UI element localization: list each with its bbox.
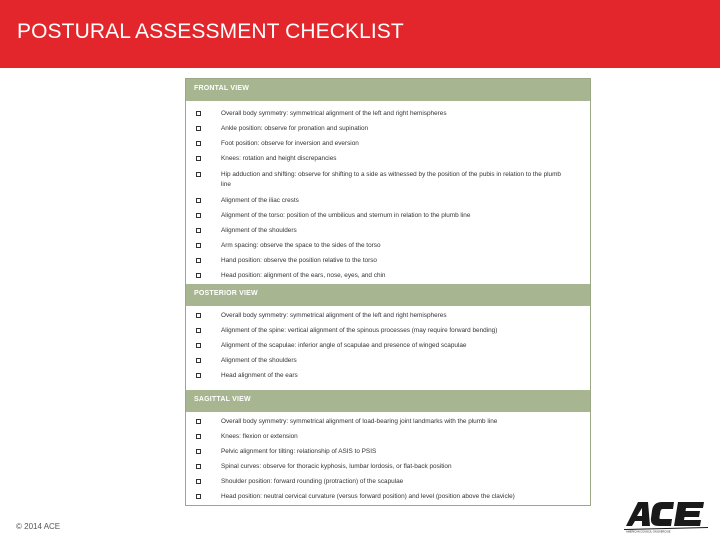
checkbox-icon[interactable] [196,213,201,218]
checkbox-icon[interactable] [196,141,201,146]
checklist-item-label: Head position: alignment of the ears, nose, eyes, and chin [221,272,386,279]
checklist-item-label: Spinal curves: observe for thoracic kyphosis, lumbar lordosis, or flat-back position [221,463,452,470]
checklist-item-label: Knees: flexion or extension [221,433,298,440]
checklist-item-label: Overall body symmetry: symmetrical alignment of the left and right hemispheres [221,312,447,319]
checklist-item-label: Alignment of the torso: position of the umbilicus and sternum in relation to the plumb line [221,212,471,219]
checklist-item-label: Alignment of the iliac crests [221,197,299,204]
checklist-table [185,78,591,506]
checkbox-icon[interactable] [196,258,201,263]
section-header-label: POSTERIOR VIEW [194,290,258,297]
section-header-label: SAGITTAL VIEW [194,396,251,403]
checklist-item-label: Arm spacing: observe the space to the sides of the torso [221,242,381,249]
checkbox-icon[interactable] [196,358,201,363]
checklist-item-label: Alignment of the spine: vertical alignment of the spinous processes (may require forward bending) [221,327,498,334]
checklist-item-label: Shoulder position: forward rounding (protraction) of the scapulae [221,478,404,485]
section-header-label: FRONTAL VIEW [194,85,250,92]
checklist-item-label: Head alignment of the ears [221,372,298,379]
checkbox-icon[interactable] [196,228,201,233]
checkbox-icon[interactable] [196,243,201,248]
checklist-item-label: Alignment of the shoulders [221,227,297,234]
checklist-item-label: Knees: rotation and height discrepancies [221,155,337,162]
copyright-footer: © 2014 ACE [16,522,61,531]
checkbox-icon[interactable] [196,419,201,424]
checkbox-icon[interactable] [196,449,201,454]
checklist-item-label: Foot position: observe for inversion and eversion [221,140,359,147]
checklist-item-label: Hip adduction and shifting: observe for shifting to a side as witnessed by the position of the pubis in relation to the plumb line [221,171,561,188]
checkbox-icon[interactable] [196,313,201,318]
checklist-item-label: Head position: neutral cervical curvature (versus forward position) and level (position above the clavicle) [221,493,515,500]
checkbox-icon[interactable] [196,328,201,333]
checklist-item-label: Overall body symmetry: symmetrical alignment of load-bearing joint landmarks with the plumb line [221,418,498,425]
checklist-item-label: Alignment of the shoulders [221,357,297,364]
checklist-item-label: Ankle position: observe for pronation and supination [221,125,369,132]
checkbox-icon[interactable] [196,343,201,348]
title-bar [0,0,720,68]
checklist-item-label: Overall body symmetry: symmetrical alignment of the left and right hemispheres [221,110,447,117]
checkbox-icon[interactable] [196,126,201,131]
checkbox-icon[interactable] [196,494,201,499]
checkbox-icon[interactable] [196,198,201,203]
checklist-item-label: Pelvic alignment for tilting: relationship of ASIS to PSIS [221,448,377,455]
checkbox-icon[interactable] [196,479,201,484]
checkbox-icon[interactable] [196,434,201,439]
section-header-frontal-view [186,79,590,101]
section-header-sagittal-view [186,390,590,412]
checklist-item-label: Alignment of the scapulae: inferior angle of scapulae and presence of winged scapulae [221,342,467,349]
checkbox-icon[interactable] [196,156,201,161]
checkbox-icon[interactable] [196,373,201,378]
ace-logo [622,499,712,533]
page-title: POSTURAL ASSESSMENT CHECKLIST [17,20,404,43]
section-header-posterior-view [186,284,590,306]
checkbox-icon[interactable] [196,111,201,116]
checkbox-icon[interactable] [196,273,201,278]
checkbox-icon[interactable] [196,464,201,469]
checkbox-icon[interactable] [196,172,201,177]
checklist-item-label: Hand position: observe the position relative to the torso [221,257,377,264]
logo-subtext: AMERICAN COUNCIL ON EXERCISE [626,530,671,533]
